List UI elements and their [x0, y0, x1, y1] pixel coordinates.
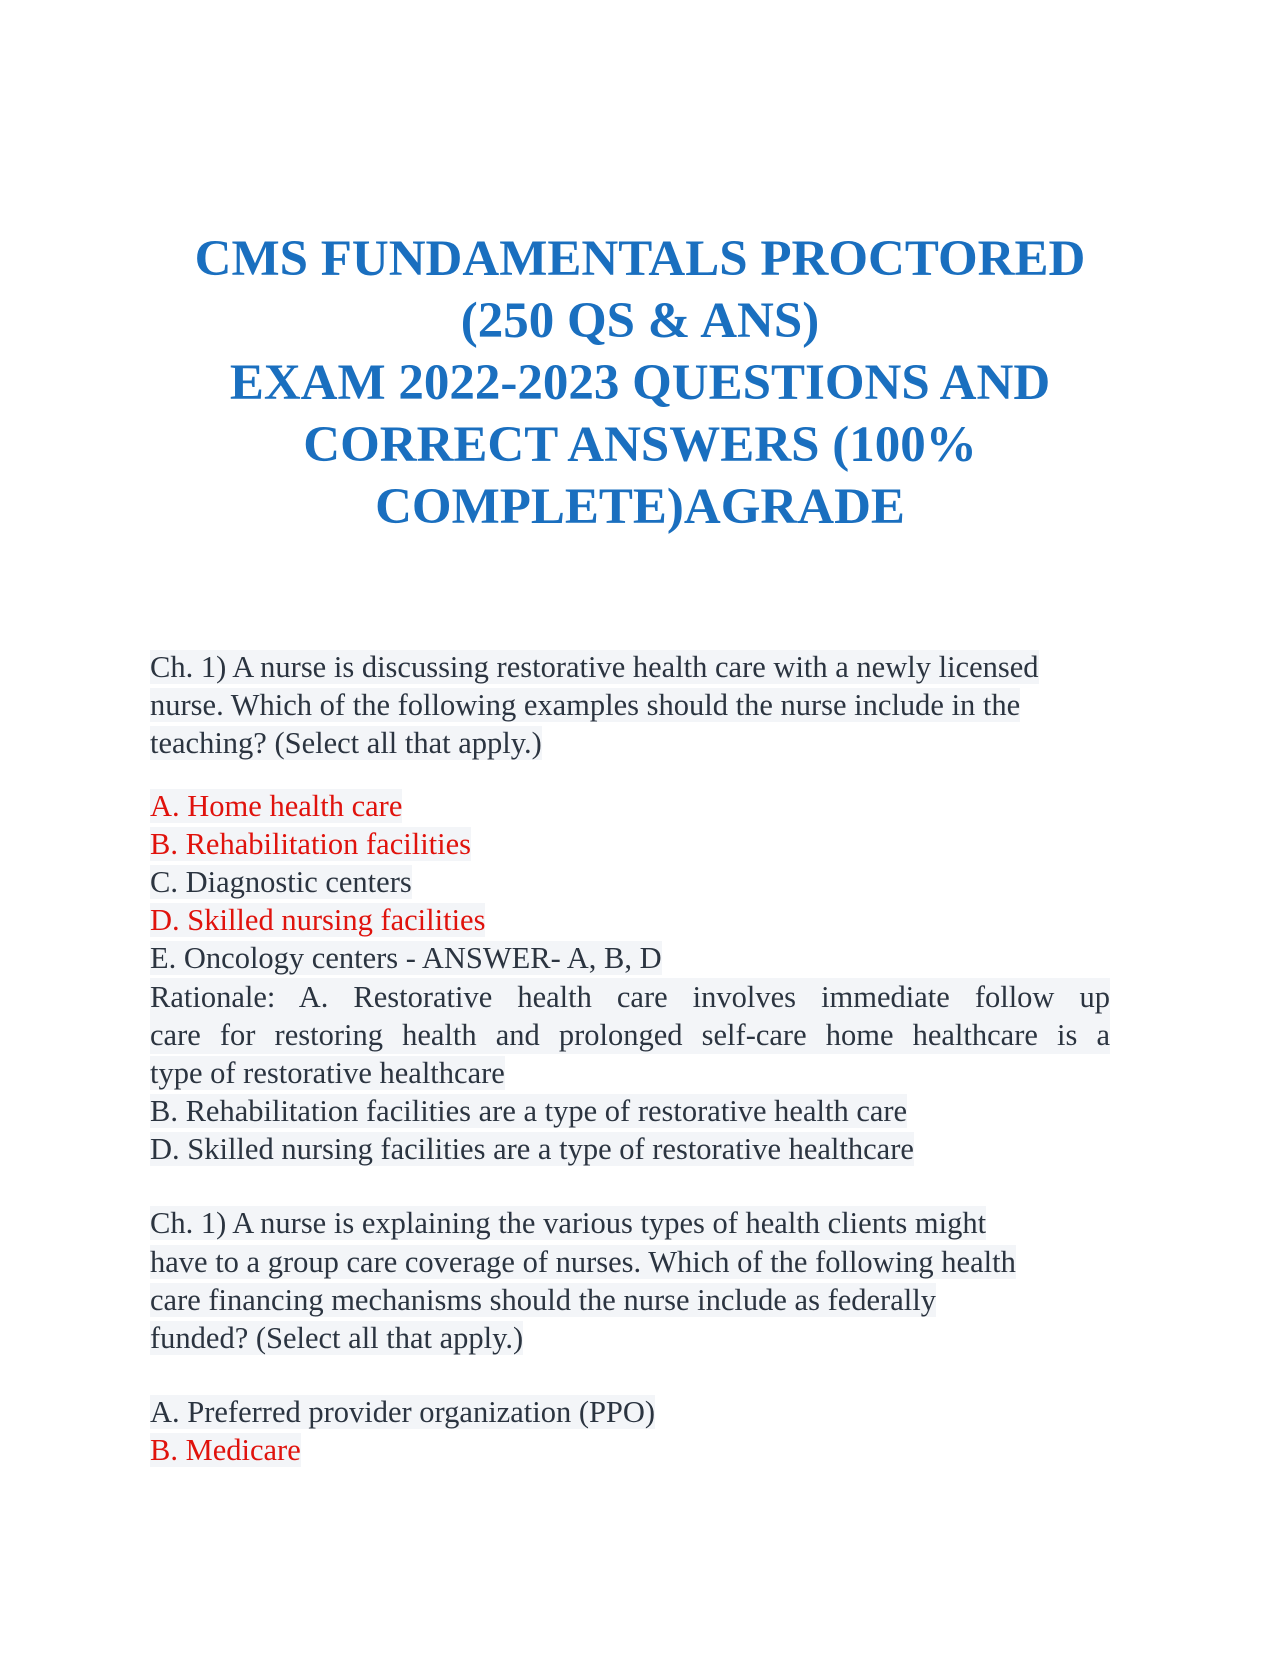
question-1-stem — [150, 648, 1110, 686]
rationale-line-1: Rationale: A. Restorative health care involves immediate follow up — [150, 978, 1110, 1016]
option-e-with-answer — [150, 939, 1110, 977]
option-text: A. Preferred provider organization (PPO) — [150, 1395, 656, 1430]
option-a — [150, 1393, 1110, 1431]
document-body — [150, 648, 1110, 1470]
question-1-stem-line-2 — [150, 686, 1110, 724]
title-line-4: CORRECT ANSWERS (100% — [303, 417, 977, 473]
option-b — [150, 825, 1110, 863]
question-2-stem-line-1 — [150, 1204, 1110, 1242]
rationale-line-3 — [150, 1054, 1110, 1092]
option-c — [150, 863, 1110, 901]
question-2-stem-line-4 — [150, 1319, 1110, 1357]
option-text: C. Diagnostic centers — [150, 864, 412, 899]
option-d — [150, 901, 1110, 939]
title-line-3: EXAM 2022-2023 QUESTIONS AND — [229, 355, 1051, 411]
question-stem-line: have to a group care coverage of nurses. Which of the following health — [150, 1244, 1016, 1279]
question-stem-line: nurse. Which of the following examples should the nurse include in the — [150, 688, 1021, 723]
rationale-line-2: care for restoring health and prolonged self-care home healthcare is a — [150, 1016, 1110, 1054]
question-stem-line: Ch. 1) A nurse is explaining the various types of health clients might — [150, 1206, 987, 1241]
rationale-line-4 — [150, 1092, 1110, 1130]
question-2 — [150, 1204, 1110, 1469]
correct-option-text: B. Rehabilitation facilities — [150, 826, 472, 861]
spacer — [150, 1168, 1110, 1204]
question-1 — [150, 648, 1110, 1168]
title-line-5: COMPLETE)AGRADE — [375, 479, 905, 535]
question-1-stem-line-3 — [150, 724, 1110, 762]
rationale-line-5 — [150, 1130, 1110, 1168]
spacer — [150, 1357, 1110, 1393]
spacer — [150, 763, 1110, 787]
option-a — [150, 787, 1110, 825]
correct-option-text: D. Skilled nursing facilities — [150, 903, 486, 938]
option-text: E. Oncology centers - ANSWER- A, B, D — [150, 941, 662, 976]
title-line-2: (250 QS & ANS) — [460, 293, 820, 349]
question-stem-line: Ch. 1) A nurse is discussing restorative health care with a newly licensed — [150, 650, 1039, 684]
question-2-stem-line-3 — [150, 1281, 1110, 1319]
title-line-1: CMS FUNDAMENTALS PROCTORED — [194, 231, 1086, 287]
question-stem-line: care financing mechanisms should the nurse include as federally — [150, 1282, 936, 1317]
rationale-text: B. Rehabilitation facilities are a type of restorative health care — [150, 1094, 908, 1129]
option-b — [150, 1431, 1110, 1469]
question-stem-line: funded? (Select all that apply.) — [150, 1321, 524, 1355]
correct-option-text: B. Medicare — [150, 1433, 301, 1468]
question-2-stem-line-2 — [150, 1243, 1110, 1281]
correct-option-text: A. Home health care — [150, 788, 403, 823]
rationale-text: D. Skilled nursing facilities are a type of restorative healthcare — [150, 1132, 914, 1167]
question-stem-line: teaching? (Select all that apply.) — [150, 726, 542, 761]
rationale-text: type of restorative healthcare — [150, 1055, 505, 1090]
document-title — [100, 228, 1180, 538]
